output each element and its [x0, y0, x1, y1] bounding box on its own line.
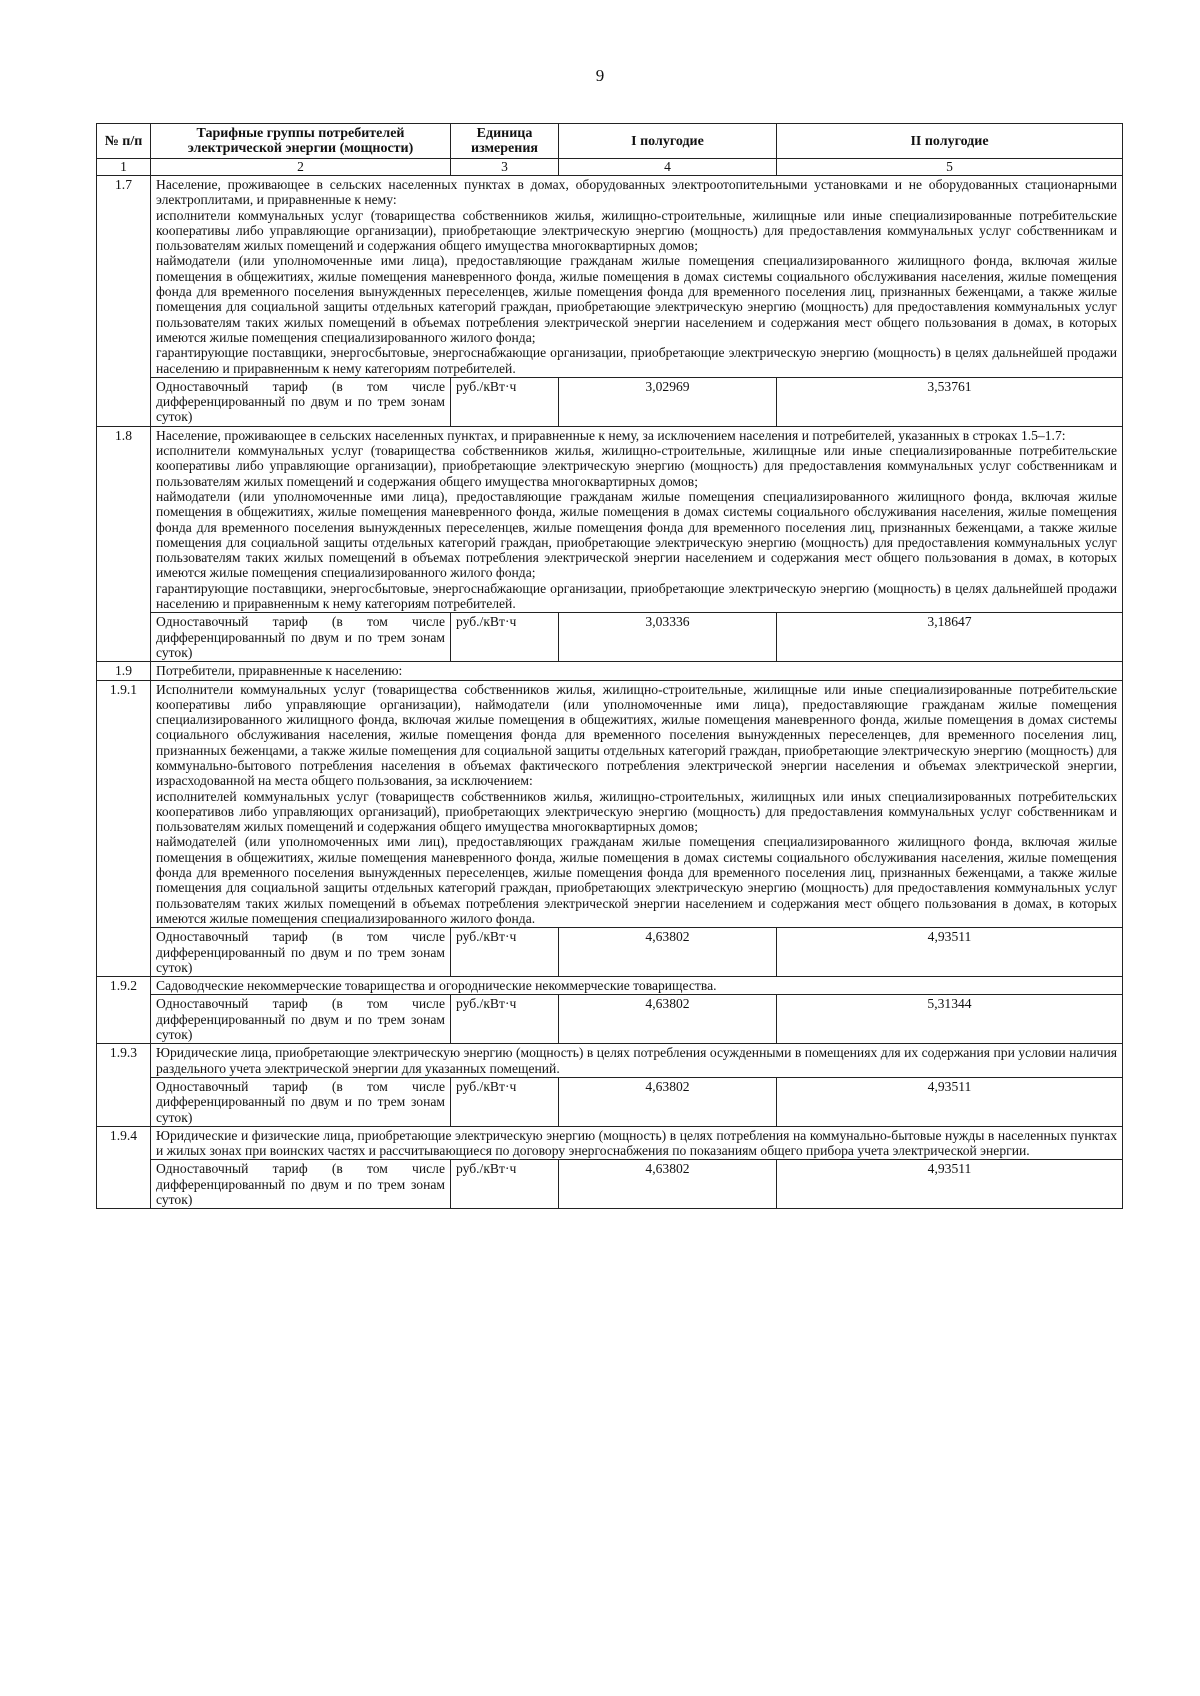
row-number: 1.7	[97, 176, 151, 427]
description-paragraph: исполнители коммунальных услуг (товарищества собственников жилья, жилищно-строительные, жилищные или иные специализированные потребительские кооперативы либо управляющие организации), приобретающие электрическую энергию (мощность) для предоставления коммунальных услуг собственникам и пользователям жилых помещений и содержания общего имущества многоквартирных домов;	[156, 207, 1117, 254]
header-group: Тарифные группы потребителей электрической энергии (мощности)	[151, 124, 451, 159]
page-number: 9	[595, 66, 605, 85]
tariff-row	[97, 613, 1123, 662]
column-number: 4	[559, 159, 777, 176]
value-h2: 3,53761	[777, 377, 1123, 426]
table-row	[97, 1126, 1123, 1160]
value-h1: 4,63802	[559, 995, 777, 1044]
table-header-row	[97, 124, 1123, 159]
tariff-row	[97, 1077, 1123, 1126]
tariff-row	[97, 995, 1123, 1044]
description-paragraph: Население, проживающее в сельских населенных пунктах, и приравненные к нему, за исключением населения и потребителей, указанных в строках 1.5–1.7:	[156, 427, 1066, 443]
header-h2: II полугодие	[777, 124, 1123, 159]
description-paragraph: Юридические лица, приобретающие электрическую энергию (мощность) в целях потребления осужденными в помещениях для их содержания при условии наличия раздельного учета электрической энергии для указанных помещений.	[156, 1045, 1117, 1076]
table-row	[97, 1044, 1123, 1078]
description-paragraph: исполнители коммунальных услуг (товарищества собственников жилья, жилищно-строительные, жилищные или иные специализированные потребительские кооперативы либо управляющие организации), приобретающие электрическую энергию (мощность) для предоставления коммунальных услуг собственникам и пользователям жилых помещений и содержания общего имущества многоквартирных домов;	[156, 443, 1117, 489]
column-number: 2	[151, 159, 451, 176]
unit-cell: руб./кВт·ч	[451, 1077, 559, 1126]
description-paragraph: гарантирующие поставщики, энергосбытовые, энергоснабжающие организации, приобретающие электрическую энергию (мощность) в целях дальнейшей продажи населению и приравненным к нему категориям потребителей.	[156, 580, 1117, 612]
unit-cell: руб./кВт·ч	[451, 928, 559, 977]
header-num: № п/п	[97, 124, 151, 159]
description-paragraph: гарантирующие поставщики, энергосбытовые, энергоснабжающие организации, приобретающие электрическую энергию (мощность) в целях дальнейшей продажи населению и приравненным к нему категориям потребителей.	[156, 345, 1117, 376]
value-h2: 4,93511	[777, 1160, 1123, 1209]
table-row	[97, 977, 1123, 995]
column-number: 5	[777, 159, 1123, 176]
tariff-row	[97, 928, 1123, 977]
row-description	[151, 1044, 1123, 1078]
value-h1: 4,63802	[559, 1077, 777, 1126]
header-h1: I полугодие	[559, 124, 777, 159]
description-paragraph: Юридические и физические лица, приобретающие электрическую энергию (мощность) в целях потребления на коммунально-бытовые нужды в населенных пунктах и жилых зонах при воинских частях и рассчитывающиеся по договору энергоснабжения по показаниям общего прибора учета электрической энергии.	[156, 1127, 1117, 1159]
row-number: 1.9	[97, 662, 151, 680]
row-description	[151, 977, 1123, 995]
header-unit: Единица измерения	[451, 124, 559, 159]
value-h2: 3,18647	[777, 613, 1123, 662]
value-h2: 5,31344	[777, 995, 1123, 1044]
tariff-label: Одноставочный тариф (в том числе дифференцированный по двум и по трем зонам суток)	[151, 928, 451, 977]
unit-cell: руб./кВт·ч	[451, 1160, 559, 1209]
row-number: 1.9.3	[97, 1044, 151, 1126]
row-number: 1.8	[97, 426, 151, 661]
tariff-label: Одноставочный тариф (в том числе дифференцированный по двум и по трем зонам суток)	[151, 613, 451, 662]
description-paragraph: исполнителей коммунальных услуг (товариществ собственников жилья, жилищно-строительных, жилищных или иных специализированных потребительских кооперативов либо управляющих организаций), приобретающих электрическую энергию (мощность) для предоставления коммунальных услуг собственникам и пользователям жилых помещений и содержания общего имущества многоквартирных домов;	[156, 788, 1117, 835]
tariff-row	[97, 377, 1123, 426]
row-description	[151, 1126, 1123, 1160]
tariff-table	[96, 123, 1123, 1209]
row-number: 1.9.2	[97, 977, 151, 1044]
row-description	[151, 426, 1123, 613]
value-h1: 3,02969	[559, 377, 777, 426]
tariff-label: Одноставочный тариф (в том числе дифференцированный по двум и по трем зонам суток)	[151, 1077, 451, 1126]
row-description: Потребители, приравненные к населению:	[151, 662, 1123, 680]
row-description	[151, 176, 1123, 378]
table-row	[97, 680, 1123, 928]
value-h1: 4,63802	[559, 1160, 777, 1209]
tariff-label: Одноставочный тариф (в том числе дифференцированный по двум и по трем зонам суток)	[151, 377, 451, 426]
unit-cell: руб./кВт·ч	[451, 995, 559, 1044]
tariff-label: Одноставочный тариф (в том числе дифференцированный по двум и по трем зонам суток)	[151, 995, 451, 1044]
tariff-row	[97, 1160, 1123, 1209]
value-h1: 3,03336	[559, 613, 777, 662]
description-paragraph: Садоводческие некоммерческие товарищества и огороднические некоммерческие товарищества.	[156, 978, 717, 994]
value-h2: 4,93511	[777, 1077, 1123, 1126]
column-number: 3	[451, 159, 559, 176]
description-paragraph: Население, проживающее в сельских населенных пунктах в домах, оборудованных электроотопительными установками и не оборудованных стационарными электроплитами, и приравненные к нему:	[156, 177, 1117, 208]
table-row	[97, 426, 1123, 613]
table-row	[97, 176, 1123, 378]
unit-cell: руб./кВт·ч	[451, 377, 559, 426]
unit-cell: руб./кВт·ч	[451, 613, 559, 662]
column-number: 1	[97, 159, 151, 176]
description-paragraph: наймодатели (или уполномоченные ими лица), предоставляющие гражданам жилые помещения специализированного жилищного фонда, включая жилые помещения в общежитиях, жилые помещения маневренного фонда, жилые помещения в домах системы социального обслуживания населения, жилые помещения фонда для временного поселения вынужденных переселенцев, жилые помещения фонда для временного поселения лиц, признанных беженцами, а также жилые помещения для социальной защиты отдельных категорий граждан, приобретающие электрическую энергию (мощность) для предоставления коммунальных услуг пользователям таких жилых помещений в объемах потребления электрической энергии населением и содержания мест общего пользования в домах, в которых имеются жилые помещения специализированного жилого фонда;	[156, 253, 1117, 345]
value-h2: 4,93511	[777, 928, 1123, 977]
description-paragraph: Исполнители коммунальных услуг (товарищества собственников жилья, жилищно-строительные, жилищные или иные специализированные потребительские кооперативы либо управляющие организации), наймодатели (или уполномоченные ими лица), предоставляющие гражданам жилые помещения специализированного жилищного фонда, включая жилые помещения в общежитиях, жилые помещения маневренного фонда, жилые помещения в домах системы социального обслуживания населения, жилые помещения фонда для временного поселения вынужденных переселенцев, для временного поселения лиц, признанных беженцами, а также жилые помещения для социальной защиты отдельных категорий граждан, приобретающие электрическую энергию (мощность) для коммунально-бытового потребления населения в объемах фактического потребления электрической энергии населения и объемах электрической энергии, израсходованной на места общего пользования, за исключением:	[156, 681, 1117, 789]
row-description	[151, 680, 1123, 928]
row-number: 1.9.4	[97, 1126, 151, 1208]
description-paragraph: наймодателей (или уполномоченных ими лиц), предоставляющих гражданам жилые помещения специализированного жилищного фонда, включая жилые помещения в общежитиях, жилые помещения маневренного фонда, жилые помещения в домах системы социального обслуживания населения, жилые помещения фонда для временного поселения вынужденных переселенцев, жилые помещения фонда для временного поселения лиц, признанных беженцами, а также жилые помещения для социальной защиты отдельных категорий граждан, приобретающих электрическую энергию (мощность) для предоставления коммунальных услуг пользователям таких жилых помещений в объемах потребления электрической энергии населением и содержания мест общего пользования в домах, в которых имеются жилые помещения специализированного жилого фонда.	[156, 834, 1117, 926]
value-h1: 4,63802	[559, 928, 777, 977]
column-number-row	[97, 159, 1123, 176]
table-row	[97, 662, 1123, 680]
description-paragraph: наймодатели (или уполномоченные ими лица), предоставляющие гражданам жилые помещения специализированного жилищного фонда, включая жилые помещения в общежитиях, жилые помещения маневренного фонда, жилые помещения в домах системы социального обслуживания населения, жилые помещения фонда для временного поселения вынужденных переселенцев, жилые помещения фонда для временного поселения лиц, признанных беженцами, а также жилые помещения для социальной защиты отдельных категорий граждан, приобретающие электрическую энергию (мощность) для предоставления коммунальных услуг пользователям таких жилых помещений в объемах потребления электрической энергии населением и содержания мест общего пользования в домах, в которых имеются жилые помещения специализированного жилого фонда;	[156, 488, 1117, 581]
row-number: 1.9.1	[97, 680, 151, 977]
tariff-label: Одноставочный тариф (в том числе дифференцированный по двум и по трем зонам суток)	[151, 1160, 451, 1209]
